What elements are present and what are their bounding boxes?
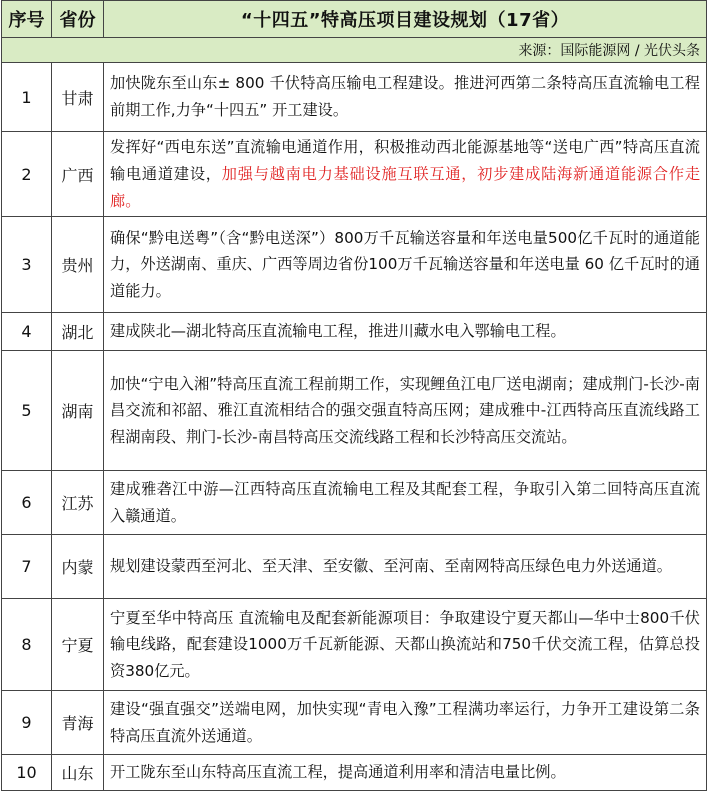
row-province: 贵州	[52, 217, 104, 313]
row-content	[104, 63, 707, 132]
table-row	[2, 217, 707, 313]
row-text: 规划建设蒙西至河北、至天津、至安徽、至河南、至南网特高压绿色电力外送通道。	[110, 557, 672, 576]
table-row	[2, 351, 707, 471]
table-row	[2, 132, 707, 217]
header-no: 序号	[2, 1, 52, 38]
row-province: 甘肃	[52, 63, 104, 132]
row-text: 加快“宁电入湘”特高压直流工程前期工作，实现鲤鱼江电厂送电湖南；建成荆门-长沙-南昌交流和祁韶、雅江直流相结合的强交强直特高压网；建成雅中-江西特高压直流线路工程湖南段、荆门-长沙-南昌特高压交流线路工程和长沙特高压交流站。	[110, 374, 700, 447]
row-province: 湖北	[52, 313, 104, 351]
table-row	[2, 691, 707, 755]
row-number: 4	[2, 313, 52, 351]
source-row	[2, 38, 707, 63]
table-row	[2, 313, 707, 351]
row-content	[104, 351, 707, 471]
header-province: 省份	[52, 1, 104, 38]
row-text-highlight: 加强与越南电力基础设施互联互通，初步建成陆海新通道能源合作走廊。	[110, 164, 701, 210]
row-number: 5	[2, 351, 52, 471]
row-content	[104, 755, 707, 791]
row-text: 发挥好“西电东送”直流输电通道作用，积极推动西北能源基地等“送电广西”特高压直流输电通道建设，	[110, 138, 700, 183]
row-province: 山东	[52, 755, 104, 791]
planning-table	[1, 0, 707, 791]
row-province: 湖南	[52, 351, 104, 471]
row-content	[104, 471, 707, 535]
row-content	[104, 313, 707, 351]
row-text: 开工陇东至山东特高压直流工程，提高通道利用率和清洁电量比例。	[110, 763, 566, 782]
row-content	[104, 599, 707, 691]
row-province: 广西	[52, 132, 104, 217]
row-province: 宁夏	[52, 599, 104, 691]
row-content	[104, 217, 707, 313]
row-content	[104, 691, 707, 755]
table-row	[2, 599, 707, 691]
row-number: 9	[2, 691, 52, 755]
row-text: 建设“强直强交”送端电网，加快实现“青电入豫”工程满功率运行，力争开工建设第二条特高压直流外送通道。	[110, 700, 700, 745]
row-number: 3	[2, 217, 52, 313]
row-text: 建成陕北—湖北特高压直流输电工程，推进川藏水电入鄂输电工程。	[110, 322, 566, 341]
row-number: 1	[2, 63, 52, 132]
row-content	[104, 535, 707, 599]
table-row	[2, 471, 707, 535]
row-number: 8	[2, 599, 52, 691]
row-text: 加快陇东至山东± 800 千伏特高压输电工程建设。推进河西第二条特高压直流输电工程前期工作,力争“十四五” 开工建设。	[110, 74, 700, 119]
table-row	[2, 535, 707, 599]
source-text: 来源：国际能源网 / 光伏头条	[2, 38, 707, 63]
row-text: 建成雅砻江中游—江西特高压直流输电工程及其配套工程，争取引入第二回特高压直流入赣通道。	[110, 480, 700, 525]
row-number: 2	[2, 132, 52, 217]
table-row	[2, 63, 707, 132]
table-row	[2, 755, 707, 791]
row-province: 内蒙	[52, 535, 104, 599]
row-text: 确保“黔电送粤”（含“黔电送深”）800万千瓦输送容量和年送电量500亿千瓦时的通道能力，外送湖南、重庆、广西等周边省份100万千瓦输送容量和年送电量 60 亿千瓦时的通道能力。	[110, 228, 700, 301]
row-number: 10	[2, 755, 52, 791]
header-row	[2, 1, 707, 38]
row-province: 江苏	[52, 471, 104, 535]
table-title: “十四五”特高压项目建设规划（17省）	[104, 1, 707, 38]
row-text: 宁夏至华中特高压 直流输电及配套新能源项目：争取建设宁夏天都山—华中士800千伏输电线路，配套建设1000万千瓦新能源、天都山换流站和750千伏交流工程，估算总投资380亿元。	[110, 608, 700, 681]
row-number: 7	[2, 535, 52, 599]
row-province: 青海	[52, 691, 104, 755]
row-content	[104, 132, 707, 217]
row-number: 6	[2, 471, 52, 535]
